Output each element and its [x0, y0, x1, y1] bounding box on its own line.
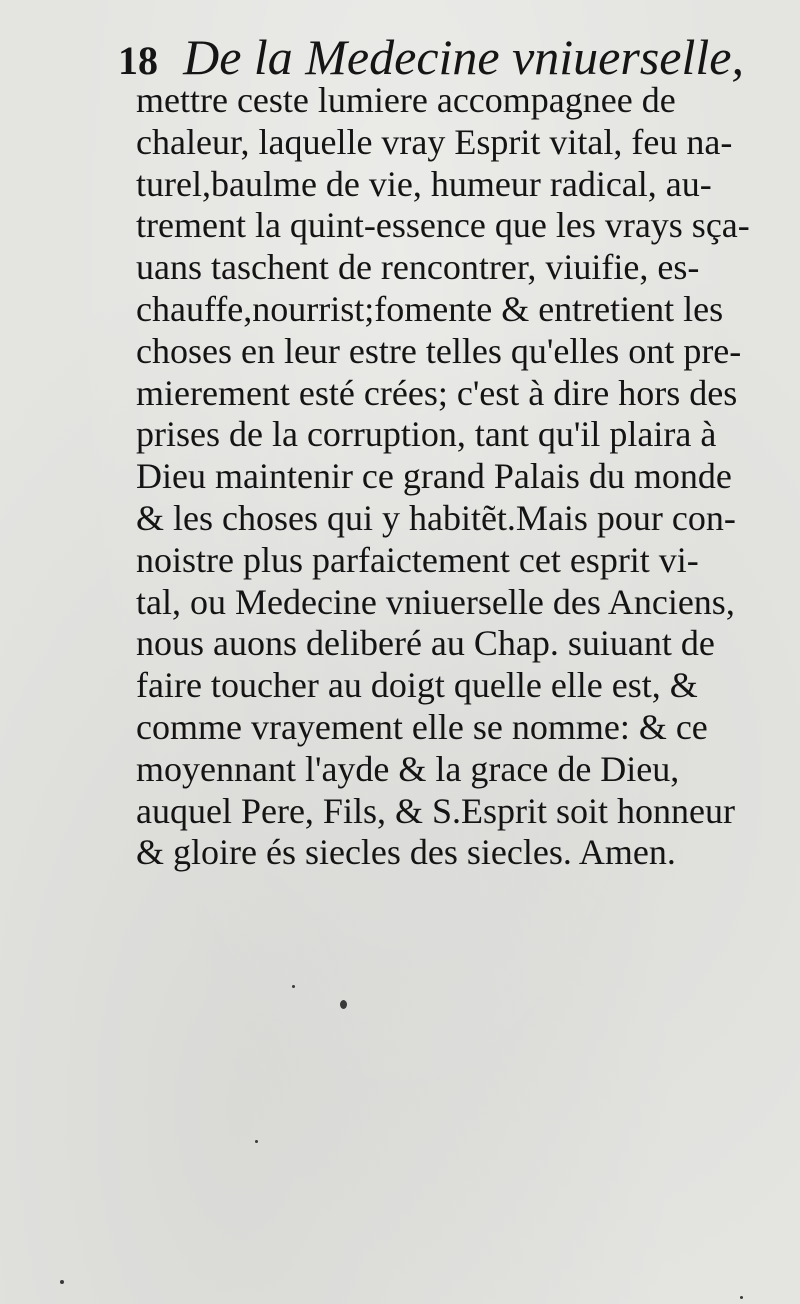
page-number: 18 [118, 38, 158, 83]
text-line: Dieu maintenir ce grand Palais du monde [136, 456, 732, 497]
text-line: moyennant l'ayde & la grace de Dieu, [136, 748, 680, 789]
text-line: auquel Pere, Fils, & S.Esprit soit honneur [136, 790, 735, 831]
ink-speck [60, 1280, 64, 1284]
text-line: mettre ceste lumiere accompagnee de [136, 80, 676, 120]
text-line: noistre plus parfaictement cet esprit vi- [136, 539, 699, 580]
text-line: & gloire és siecles des siecles. Amen. [136, 832, 676, 873]
text-line: choses en leur estre telles qu'elles ont pre- [136, 330, 742, 371]
text-line: trement la quint-essence que les vrays sça- [136, 205, 750, 246]
ink-speck [255, 1140, 258, 1143]
text-line: mierement esté crées; c'est à dire hors des [136, 372, 738, 413]
text-line: uans taschent de rencontrer, viuifie, es- [136, 247, 700, 288]
ink-speck [292, 985, 295, 988]
text-line: tal, ou Medecine vniuerselle des Anciens, [136, 581, 735, 622]
text-line: chauffe,nourrist;fomente & entretient les [136, 288, 724, 329]
text-line: turel,baulme de vie, humeur radical, au- [136, 163, 712, 204]
text-line: prises de la corruption, tant qu'il plaira à [136, 414, 717, 455]
text-line: chaleur, laquelle vray Esprit vital, feu na- [136, 121, 733, 162]
text-line: nous auons deliberé au Chap. suiuant de [136, 623, 715, 664]
text-line: comme vrayement elle se nomme: & ce [136, 706, 708, 747]
text-line: faire toucher au doigt quelle elle est, & [136, 665, 698, 706]
body-text [136, 80, 750, 874]
ink-speck [740, 1296, 743, 1299]
running-title: De la Medecine vniuerselle, [183, 29, 744, 85]
ink-speck [340, 1000, 347, 1009]
text-line: & les choses qui y habitẽt.Mais pour con- [136, 497, 736, 538]
running-head [118, 28, 744, 86]
